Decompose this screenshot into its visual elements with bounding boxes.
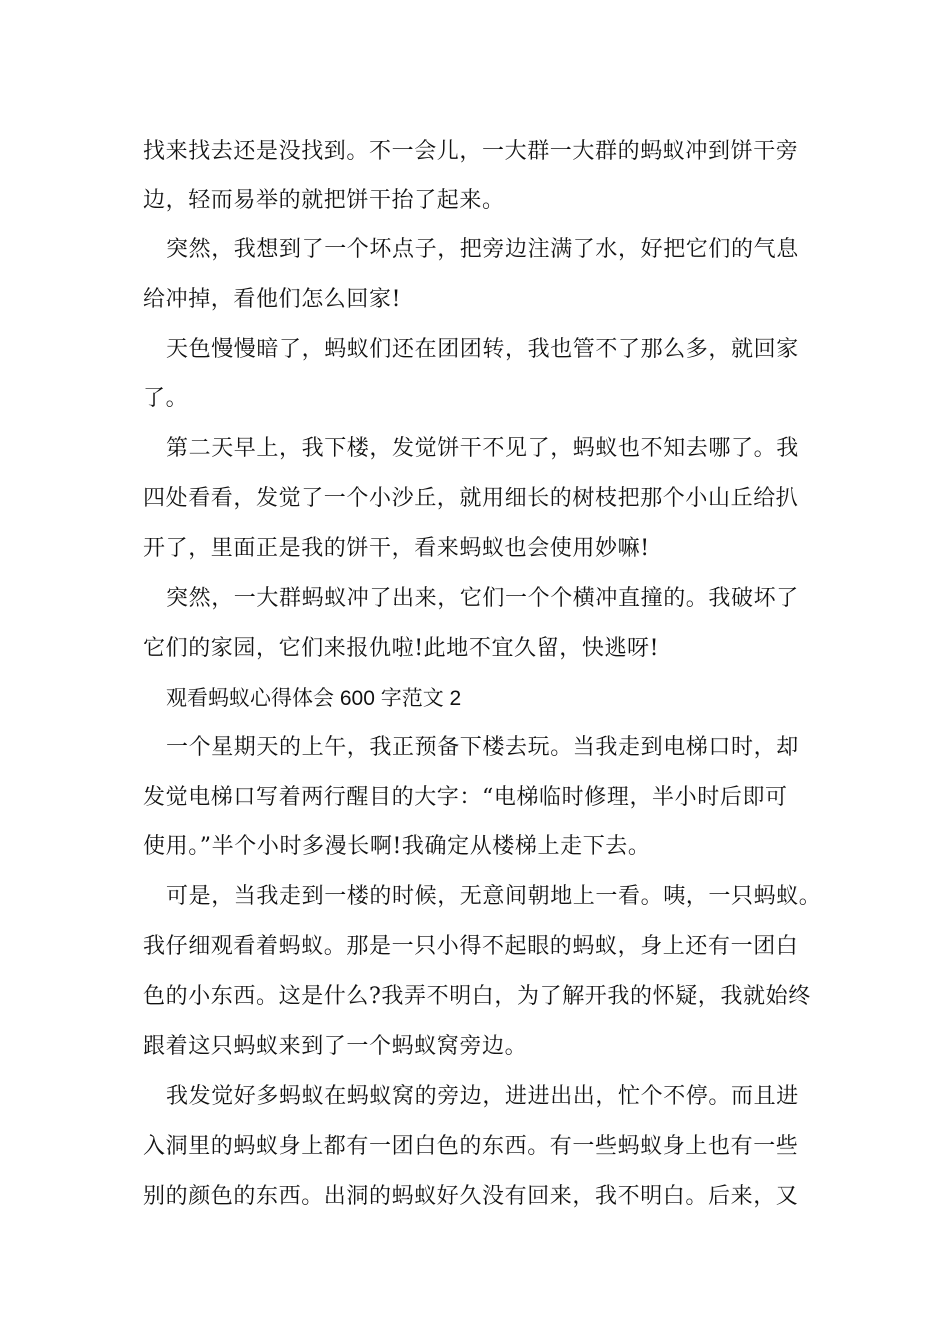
- paragraph-4-line-1: 第二天早上，我下楼，发觉饼干不见了，蚂蚁也不知去哪了。我: [166, 436, 799, 461]
- paragraph-8-line-3: 别的颜色的东西。出洞的蚂蚁好久没有回来，我不明白。后来，又: [143, 1184, 799, 1209]
- paragraph-7-line-4: 跟着这只蚂蚁来到了一个蚂蚁窝旁边。: [143, 1034, 528, 1059]
- paragraph-1-line-1: 找来找去还是没找到。不一会儿，一大群一大群的蚂蚁冲到饼干旁: [143, 139, 799, 164]
- paragraph-7-line-1: 可是，当我走到一楼的时候，无意间朝地上一看。咦，一只蚂蚁。: [166, 884, 822, 909]
- paragraph-3-line-1: 天色慢慢暗了，蚂蚁们还在团团转，我也管不了那么多，就回家: [166, 337, 799, 362]
- paragraph-5-line-2: 它们的家园，它们来报仇啦!此地不宜久留，快逃呀!: [143, 636, 660, 661]
- paragraph-6-line-2: 发觉电梯口写着两行醒目的大字：“电梯临时修理，半小时后即可: [143, 785, 788, 810]
- paragraph-8-line-1: 我发觉好多蚂蚁在蚂蚁窝的旁边，进进出出，忙个不停。而且进: [166, 1084, 799, 1109]
- paragraph-4-line-3: 开了，里面正是我的饼干，看来蚂蚁也会使用妙嘛!: [143, 536, 650, 561]
- paragraph-1-line-2: 边，轻而易举的就把饼干抬了起来。: [143, 188, 505, 213]
- paragraph-8-line-2: 入洞里的蚂蚁身上都有一团白色的东西。有一些蚂蚁身上也有一些: [143, 1134, 799, 1159]
- paragraph-7-line-3: 色的小东西。这是什么?我弄不明白，为了解开我的怀疑，我就始终: [143, 984, 811, 1009]
- paragraph-5-line-1: 突然，一大群蚂蚁冲了出来，它们一个个横冲直撞的。我破坏了: [166, 586, 799, 611]
- section-heading: 观看蚂蚁心得体会 600 字范文 2: [166, 687, 462, 710]
- paragraph-6-line-1: 一个星期天的上午，我正预备下楼去玩。当我走到电梯口时，却: [166, 735, 799, 760]
- paragraph-3-line-2: 了。: [143, 386, 189, 411]
- paragraph-6-line-3: 使用。”半个小时多漫长啊!我确定从楼梯上走下去。: [143, 834, 651, 859]
- paragraph-2-line-2: 给冲掉，看他们怎么回家!: [143, 287, 402, 312]
- paragraph-4-line-2: 四处看看，发觉了一个小沙丘，就用细长的树枝把那个小山丘给扒: [143, 486, 799, 511]
- paragraph-2-line-1: 突然，我想到了一个坏点子，把旁边注满了水，好把它们的气息: [166, 237, 799, 262]
- paragraph-7-line-2: 我仔细观看着蚂蚁。那是一只小得不起眼的蚂蚁，身上还有一团白: [143, 934, 799, 959]
